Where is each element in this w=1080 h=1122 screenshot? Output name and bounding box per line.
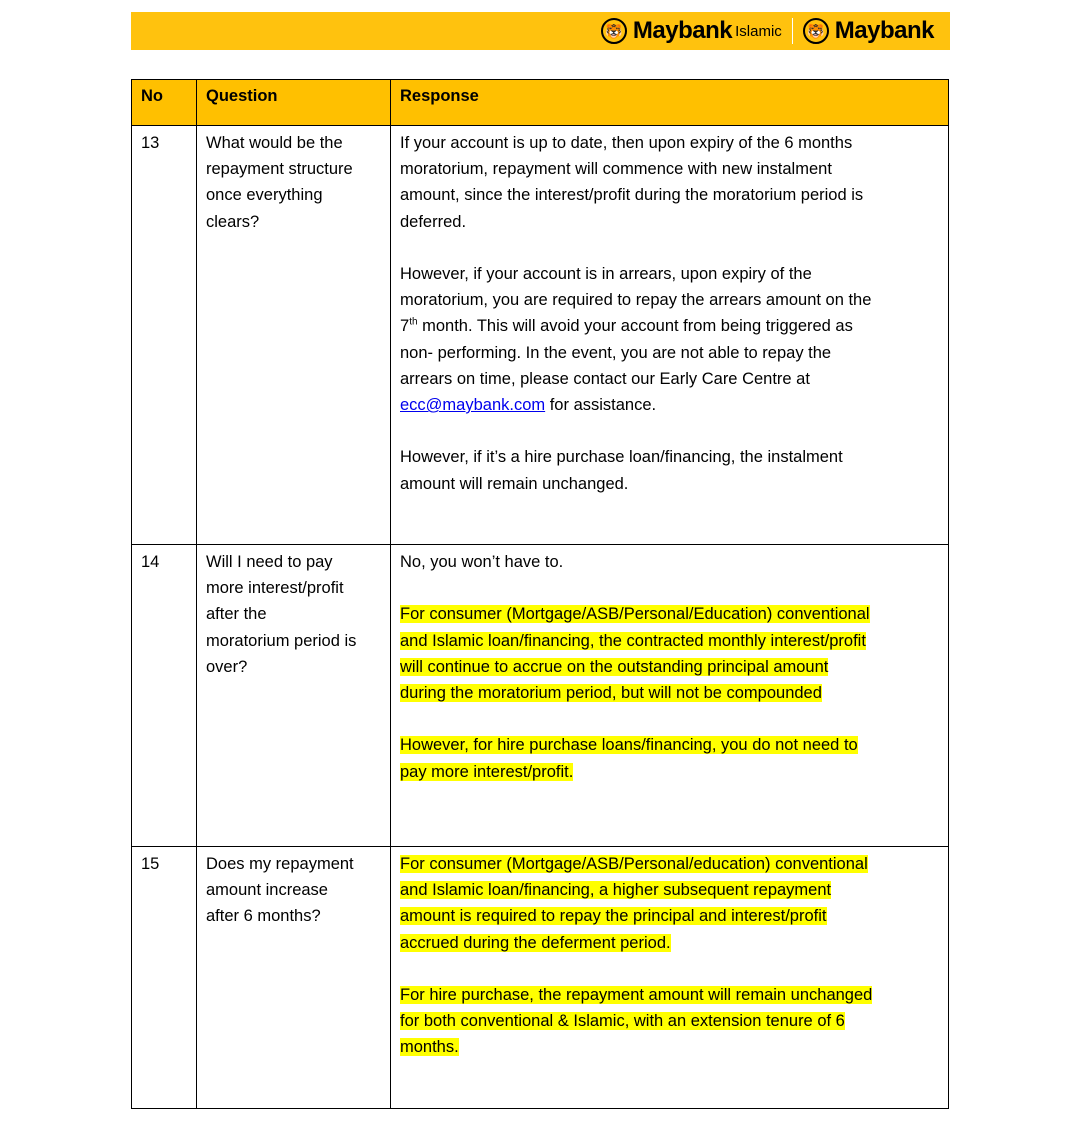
response-text: moratorium, you are required to repay the arrears amount on the (400, 291, 872, 310)
response-text: accrued during the deferment period. (400, 933, 671, 952)
question-line: amount increase (206, 881, 328, 900)
question-cell (197, 847, 391, 1109)
response-line (400, 759, 939, 785)
question-line: moratorium period is (206, 631, 357, 650)
response-line (400, 680, 939, 706)
response-text: moratorium, repayment will commence with new instalment (400, 160, 832, 179)
column-header-no: No (132, 80, 197, 126)
response-text: For consumer (Mortgage/ASB/Personal/Education) conventional (400, 605, 870, 624)
paragraph-gap (400, 235, 939, 261)
response-text: However, for hire purchase loans/financing, you do not need to (400, 736, 858, 755)
response-line (400, 654, 939, 680)
paragraph-gap (400, 956, 939, 982)
response-text: and Islamic loan/financing, the contracted monthly interest/profit (400, 631, 866, 650)
response-line (400, 287, 939, 313)
maybank-islamic-logo: Maybank (632, 17, 733, 44)
response-text: However, if your account is in arrears, upon expiry of the (400, 265, 812, 283)
response-text: months. (400, 1038, 459, 1057)
response-text: For consumer (Mortgage/ASB/Personal/education) conventional (400, 855, 868, 873)
response-line (400, 982, 939, 1008)
question-cell (197, 545, 391, 847)
column-header-response: Response (391, 80, 949, 126)
response-text: However, if it’s a hire purchase loan/financing, the instalment (400, 448, 843, 467)
question-line: once everything (206, 186, 323, 205)
response-line (400, 732, 939, 758)
response-text: amount is required to repay the principal and interest/profit (400, 907, 827, 926)
superscript: th (409, 316, 418, 328)
islamic-logo-text: Islamic (735, 22, 782, 40)
question-line: Does my repayment (206, 855, 354, 873)
paragraph-gap (400, 575, 939, 601)
table-row (132, 126, 949, 545)
row-number: 15 (132, 847, 197, 1109)
response-text (400, 317, 853, 335)
response-line (400, 392, 939, 418)
question-line: more interest/profit (206, 579, 344, 598)
maybank-logos (601, 16, 934, 46)
response-cell (391, 545, 949, 847)
response-text: amount will remain unchanged. (400, 474, 629, 493)
response-cell (391, 126, 949, 545)
response-line (400, 601, 939, 627)
response-text: No, you won’t have to. (400, 553, 564, 571)
response-line (400, 340, 939, 366)
response-line (400, 261, 939, 287)
row-number: 13 (132, 126, 197, 545)
response-line (400, 130, 939, 156)
table-row (132, 545, 949, 847)
response-line (400, 471, 939, 497)
question-line: Will I need to pay (206, 553, 333, 571)
response-text: will continue to accrue on the outstanding principal amount (400, 657, 829, 676)
paragraph-gap (400, 418, 939, 444)
response-line (400, 930, 939, 956)
table-row (132, 847, 949, 1109)
response-text: during the moratorium period, but will not be compounded (400, 684, 822, 702)
text-segment: month. This will avoid your account from being triggered as (417, 317, 853, 336)
response-line (400, 1034, 939, 1060)
response-text: If your account is up to date, then upon expiry of the 6 months (400, 134, 853, 152)
paragraph-gap (400, 706, 939, 732)
question-line: clears? (206, 212, 260, 231)
faq-table (131, 79, 949, 1109)
question-line: repayment structure (206, 160, 353, 179)
table-header-row (132, 80, 949, 126)
maybank-logo: Maybank (834, 17, 934, 44)
tiger-logo-icon: 🐯 (803, 18, 829, 44)
row-number: 14 (132, 545, 197, 847)
response-text: and Islamic loan/financing, a higher subsequent repayment (400, 881, 832, 900)
question-line: over? (206, 657, 248, 676)
text-segment: for assistance. (545, 396, 657, 415)
question-line: What would be the (206, 134, 343, 152)
response-line (400, 549, 939, 575)
email-link[interactable]: ecc@maybank.com (400, 396, 546, 415)
response-line (400, 366, 939, 392)
response-text: pay more interest/profit. (400, 762, 574, 781)
column-header-question: Question (197, 80, 391, 126)
response-line (400, 1008, 939, 1034)
response-text: For hire purchase, the repayment amount will remain unchanged (400, 986, 873, 1004)
question-cell (197, 126, 391, 545)
response-line (400, 877, 939, 903)
response-line (400, 182, 939, 208)
response-line (400, 851, 939, 877)
response-line (400, 156, 939, 182)
logo-divider (792, 18, 793, 44)
response-line (400, 209, 939, 235)
response-cell (391, 847, 949, 1109)
question-line: after 6 months? (206, 907, 321, 926)
response-text (400, 396, 656, 414)
question-line: after the (206, 605, 267, 624)
response-line (400, 444, 939, 470)
response-text: deferred. (400, 212, 467, 231)
text-segment: 7 (400, 317, 410, 336)
response-line (400, 628, 939, 654)
tiger-logo-icon: 🐯 (601, 18, 627, 44)
response-line (400, 313, 939, 339)
header-banner (131, 12, 950, 50)
response-line (400, 903, 939, 929)
response-text: non- performing. In the event, you are not able to repay the (400, 343, 832, 362)
response-text: for both conventional & Islamic, with an extension tenure of 6 (400, 1012, 845, 1031)
response-text: amount, since the interest/profit during the moratorium period is (400, 186, 864, 205)
response-text: arrears on time, please contact our Early Care Centre at (400, 369, 810, 388)
